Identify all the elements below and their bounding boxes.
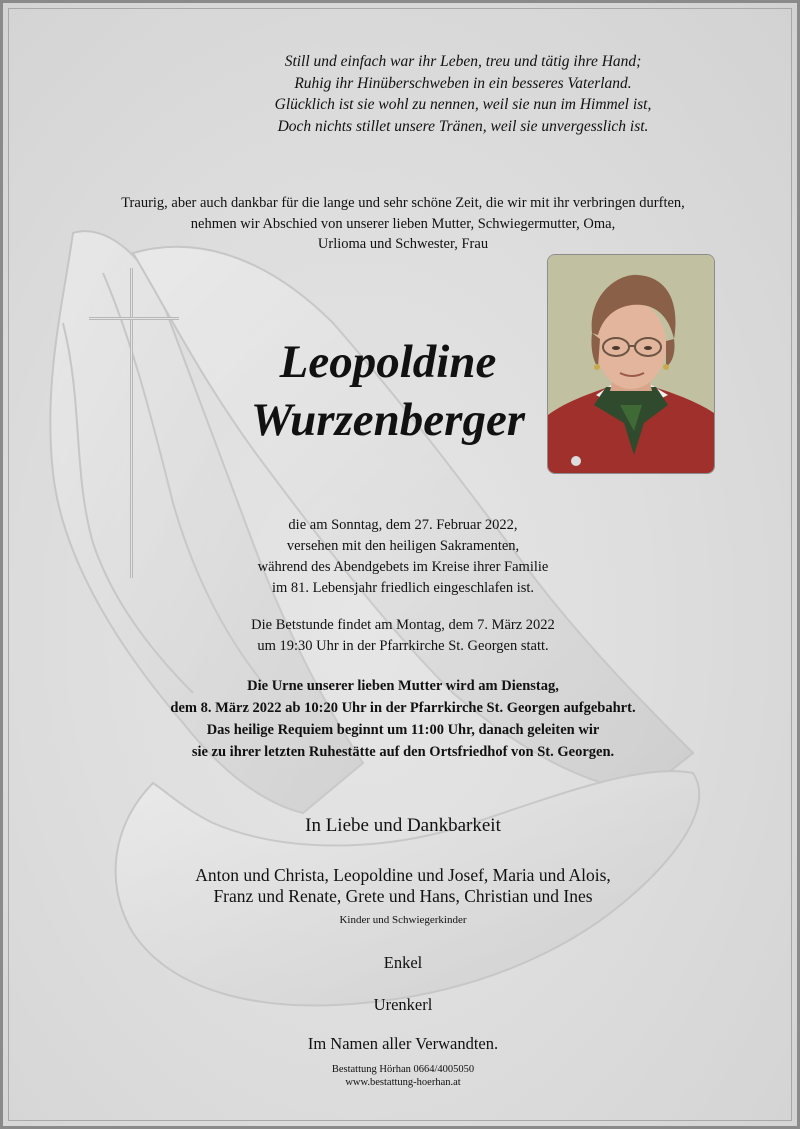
intro-text (3, 193, 800, 255)
funeral-line: Die Urne unserer lieben Mutter wird am Dienstag, (247, 678, 559, 694)
relatives-line: Im Namen aller Verwandten. (307, 1034, 499, 1053)
funeral-details (3, 675, 800, 763)
death-notice-line: während des Abendgebets im Kreise ihrer Familie (257, 559, 549, 575)
grandchildren: Enkel (383, 953, 423, 972)
prayer-hour-line: Die Betstunde findet am Montag, dem 7. März 2022 (251, 617, 555, 633)
intro-line: Urlioma und Schwester, Frau (317, 236, 489, 252)
poem (63, 51, 800, 137)
children-line: Franz und Renate, Grete und Hans, Christian und Ines (213, 886, 593, 906)
poem-line: Still und einfach war ihr Leben, treu und tätig ihre Hand; (284, 53, 642, 70)
prayer-hour-line: um 19:30 Uhr in der Pfarrkirche St. Georgen statt. (257, 638, 549, 654)
deceased-name (193, 333, 583, 449)
in-love-heading: In Liebe und Dankbarkeit (305, 815, 501, 836)
prayer-hour (3, 615, 800, 657)
undertaker-info (3, 1063, 800, 1089)
undertaker-website: www.bestattung-hoerhan.at (345, 1077, 461, 1088)
death-notice-line: versehen mit den heiligen Sakramenten, (286, 538, 520, 554)
funeral-line: Das heilige Requiem beginnt um 11:00 Uhr, danach geleiten wir (206, 722, 600, 738)
children-label: Kinder und Schwiegerkinder (339, 914, 467, 926)
death-notice-line: im 81. Lebensjahr friedlich eingeschlafen ist. (271, 580, 535, 596)
undertaker-name-phone: Bestattung Hörhan 0664/4005050 (331, 1064, 475, 1075)
portrait-photo (547, 254, 715, 474)
portrait-illustration (548, 255, 714, 473)
cross-horizontal (89, 317, 179, 320)
deceased-first-name: Leopoldine (279, 336, 497, 388)
funeral-line: dem 8. März 2022 ab 10:20 Uhr in der Pfarrkirche St. Georgen aufgebahrt. (170, 700, 636, 716)
children-line: Anton und Christa, Leopoldine und Josef, Maria und Alois, (195, 865, 611, 885)
children-names (3, 865, 800, 907)
poem-line: Ruhig ihr Hinüberschweben in ein besseres Vaterland. (294, 74, 632, 92)
poem-line: Doch nichts stillet unsere Tränen, weil sie unvergesslich ist. (277, 117, 649, 135)
great-grandchildren: Urenkerl (373, 995, 433, 1014)
poem-line: Glücklich ist sie wohl zu nennen, weil sie nun im Himmel ist, (274, 96, 652, 113)
intro-line: Traurig, aber auch dankbar für die lange und sehr schöne Zeit, die wir mit ihr verbringen durften, (121, 195, 685, 211)
intro-line: nehmen wir Abschied von unserer lieben Mutter, Schwiegermutter, Oma, (190, 215, 616, 232)
deceased-last-name: Wurzenberger (250, 394, 526, 446)
death-notice (3, 515, 800, 599)
funeral-line: sie zu ihrer letzten Ruhestätte auf den Ortsfriedhof von St. Georgen. (191, 744, 615, 760)
death-notice-line: die am Sonntag, dem 27. Februar 2022, (288, 517, 518, 533)
